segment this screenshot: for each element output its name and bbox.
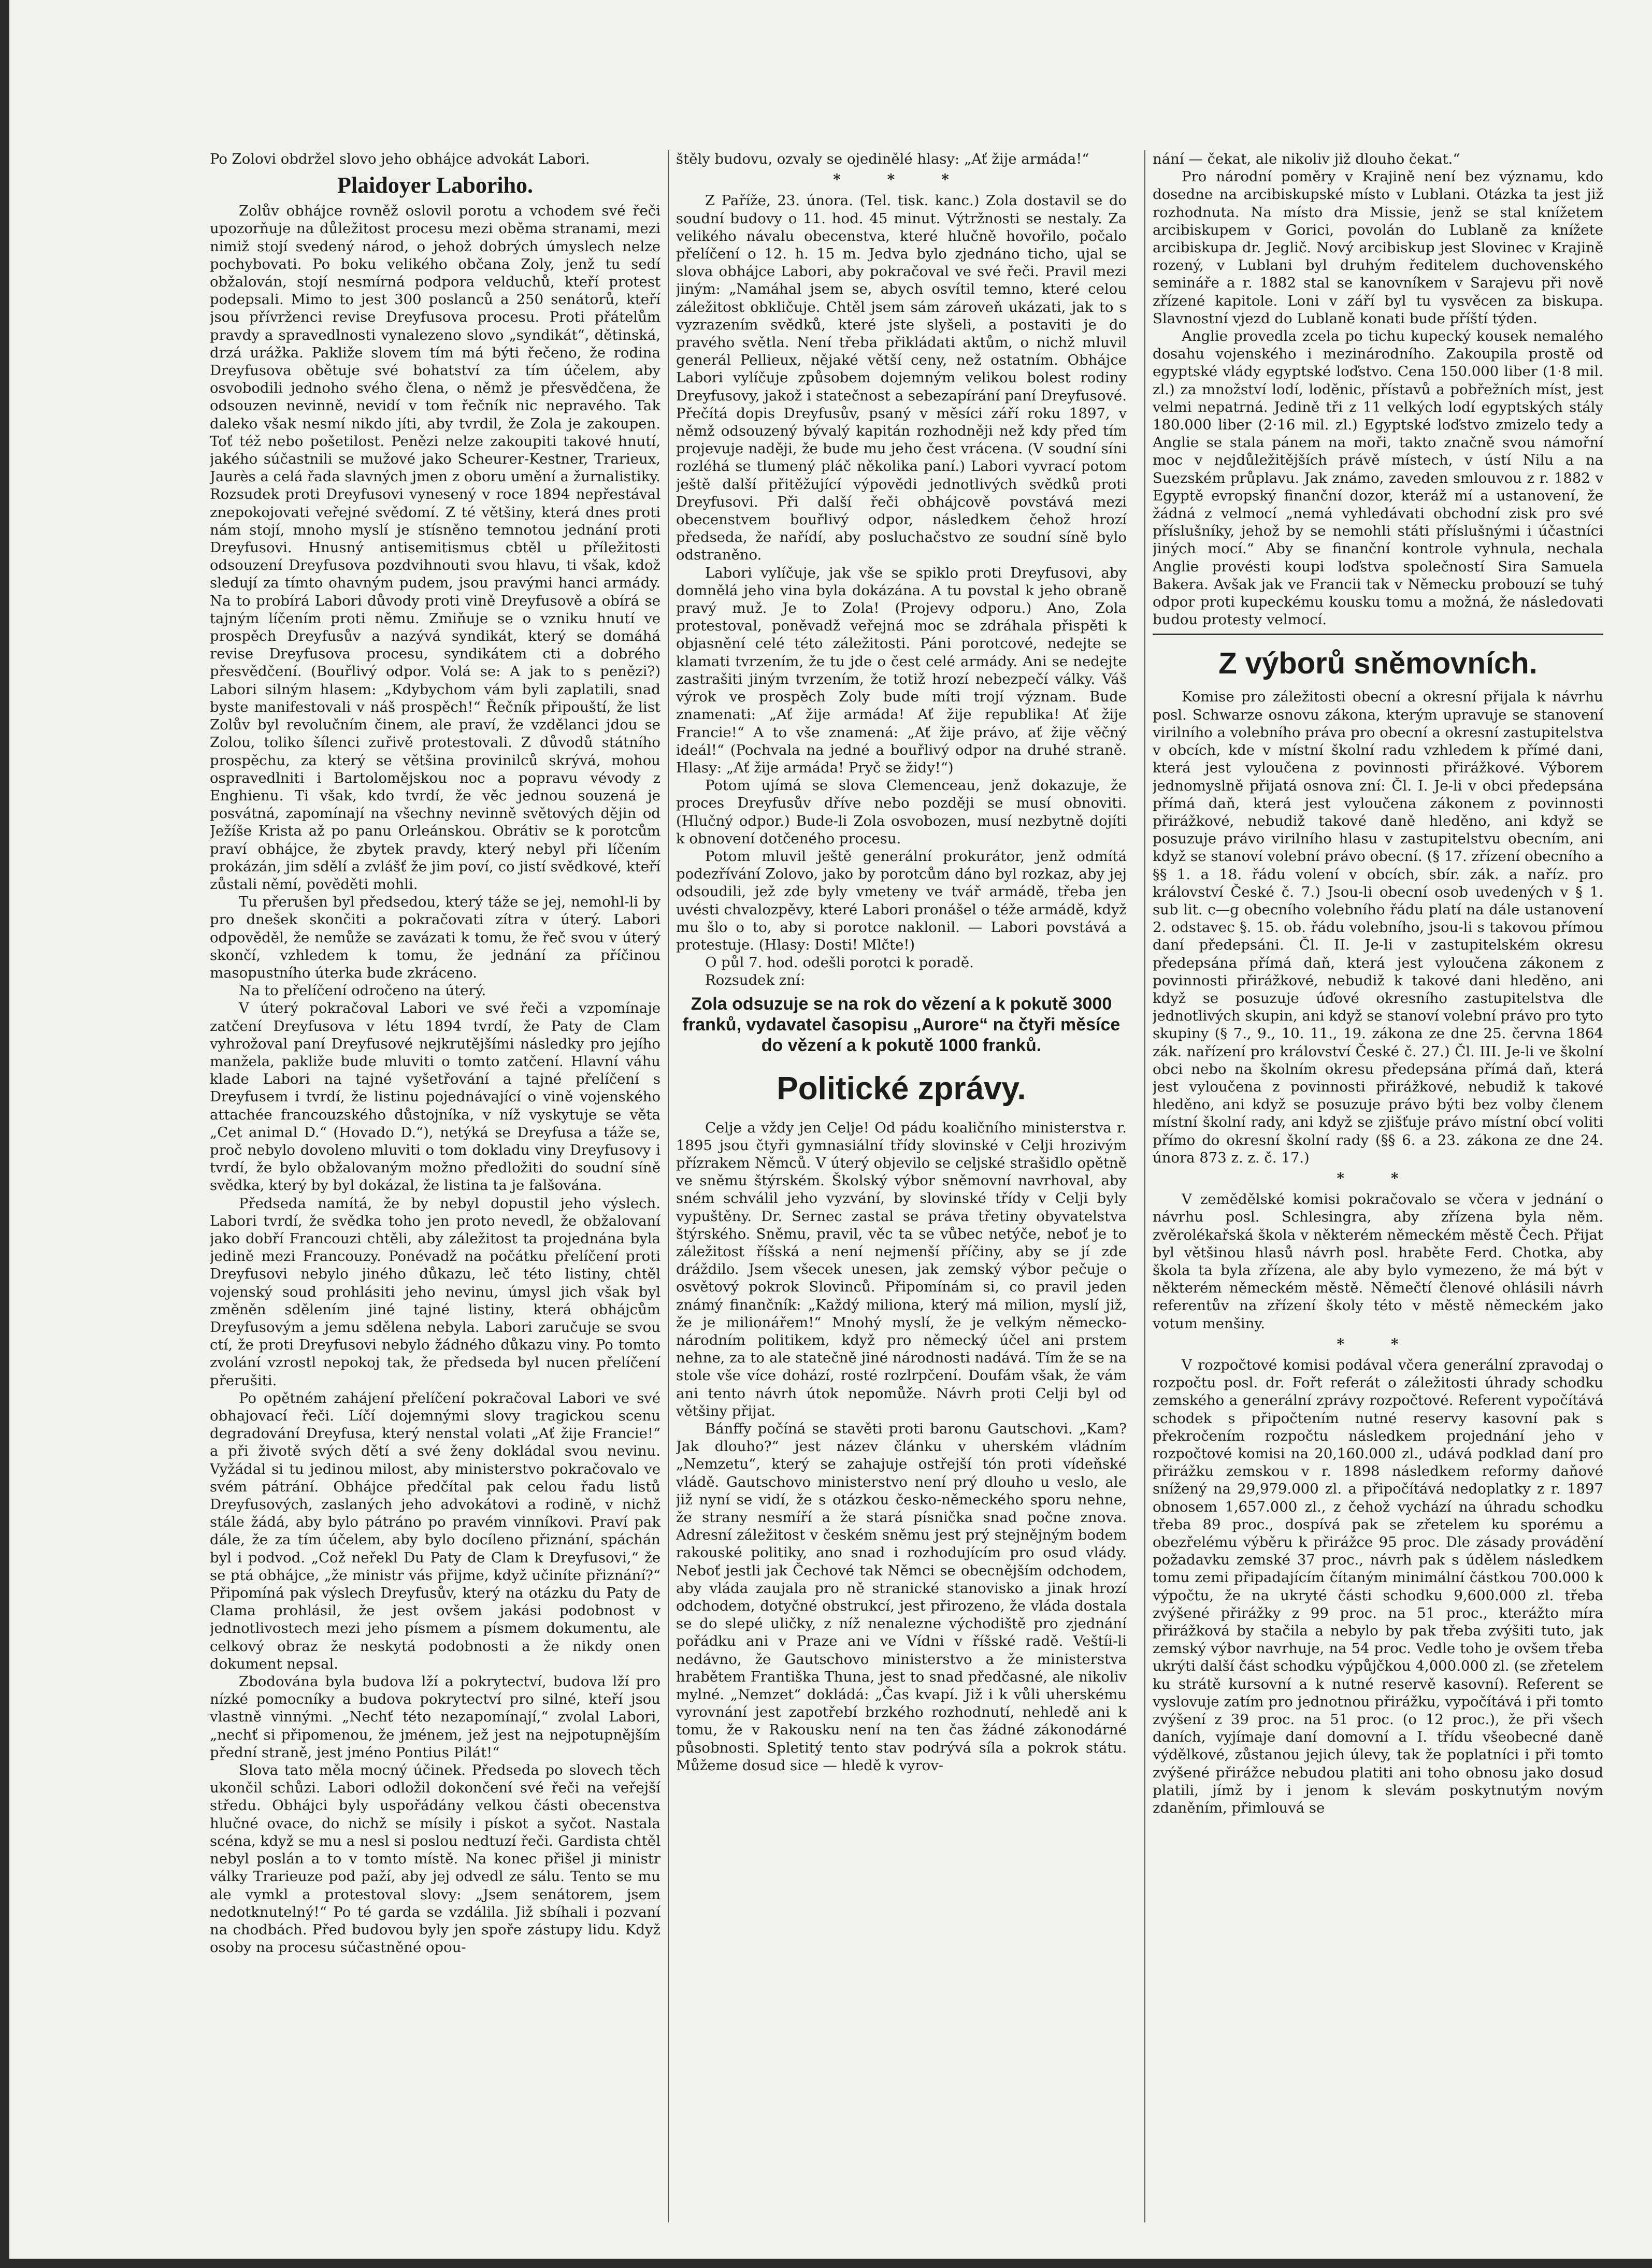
article-heading-plaidoyer: Plaidoyer Laboriho.: [337, 173, 534, 198]
paragraph: Z Paříže, 23. února. (Tel. tisk. kanc.) Zola dostavil se do soudní budovy o 11. hod. 45 minut. Výtržnosti se nestaly. Za velikého návalu obecenstva, které hlučně hovořilo, počalo přelíčení o 12. h. 15 m. Jedva bylo zjednáno ticho, ujal se slova obhájce Labori, aby pokračoval ve své řeči. Pravil mezi jiným: „Namáhal jsem se, abych osvítil temno, které celou záležitost obkličuje. Chtěl jsem sám zároveň ukázati, jak to s vyzrazením svědků, které jste slyšeli, a postaviti je do pravého světla. Není třeba přikládati aktům, o nichž mluvil generál Pellieux, nějaké větší ceny, než ostatním. Obhájce Labori vylíčuje způsobem dojemným velikou bolest rodiny Dreyfusovy, jakož i statečnost a sebezapírání paní Dreyfusové. Přečítá dopis Dreyfusův, psaný v měsíci září roku 1897, v němž odsouzený bývalý kapitán rozhodněji než kdy před tím projevuje naději, že bude mu jeho čest vrácena. (V soudní síni rozléhá se tlumený pláč několika paní.) Labori vyvrací potom ještě další přitěžující výpovědi jednotlivých svědků proti Dreyfusovi. Při další řeči obhájcově povstává mezi obecenstvem bouřlivý odpor, následkem čehož hrozí předseda, že nařídí, aby posluchačstvo ze soudní síně bylo odstraněno.: [676, 192, 1127, 564]
verdict-text: Zola odsuzuje se na rok do vězení a k pokutě 3000 franků, vydavatel časopisu „Aurore“ na čtyři měsíce do vězení a k pokutě 1000 franků.: [682, 994, 1121, 1055]
newspaper-page: [210, 150, 1603, 2228]
paragraph: Potom ujímá se slova Clemenceau, jenž dokazuje, že proces Dreyfusův dříve nebo později se musí obnoviti. (Hlučný odpor.) Bude-li Zola osvobozen, musí nezbytně dojíti k obnovení dotčeného procesu.: [676, 777, 1127, 847]
paragraph: Bánffy počíná se stavěti proti baronu Gautschovi. „Kam? Jak dlouho?“ jest název článku v uherském vládním „Nemzetu“, který se zahajuje ostřejší tón proti vídeňské vládě. Gautschovo ministerstvo není prý dlouho u veslo, ale již nyní se vidí, že s otázkou česko-německého sporu nehne, že strany nesmíří a že stará písnička snad počne znova. Adresní záležitost v českém sněmu jest prý stejnějným bodem rakouské politiky, ano snad i rozhodujícím pro osud vlády. Neboť jestli jak Čechové tak Němci se obecnějším odchodem, aby vláda zaujala pro ně stranické stanovisko a jinak hrozí odchodem, dotyčné obstrukcí, jest přirozeno, že vláda dostala se do slepé uličky, z níž nenalezne východiště pro zjednání pořádku ani v Praze ani ve Vídni v říšské radě. Veštíi-li nedávno, že Gautschovo ministerstvo a že ministerstva hrabětem Františka Thuna, jest to snad předčasné, ale nikoliv mylné. „Nemzet“ dokládá: „Čas kvapí. Již i k vůli uherskému vyrovnání jest zapotřebí brzkého rozhodnutí, nehledě ani k tomu, že v Rakousku není na ten čas žádné zákonodárné působnosti. Spletitý tento stav podrývá síla a pokrok státu. Můžeme dosud sice — hledě k vyrov-: [676, 1420, 1127, 1774]
column-rule-1: [668, 150, 669, 2222]
paragraph: V rozpočtové komisi podával včera generální zpravodaj o rozpočtu posl. dr. Fořt referát o záležitosti úhrady schodku zemského a generální zprávy rozpočtové. Referent vypočítává schodek s připočtením nutné reservy kasovní pak s překročením rozpočtu následkem projednání jeho v rozpočtové komisi na 20,160.000 zl., udává podklad daní pro přirážku zemskou v r. 1898 následkem reformy daňové snížený na 29,979.000 zl. a připočítává nedoplatky z r. 1897 obnosem 1,657.000 zl., z čehož vychází na úhradu schodku třeba 89 proc., dospívá pak se zřetelem ku sporému a obezřelému výběru k přirážce 95 proc. Dle zásady provádění požadavku zemské 37 proc., návrh pak s údělem následkem tomu zemi připadajícím čítaným minimální částkou 700.000 k výpočtu, že na ukryté části schodku 9,600.000 zl. třeba zvýšené přirážky z 99 proc. na 51 proc., kterážto míra přirážková by stačila a nebylo by pak třeba zvýšiti tuto, jak zemský výbor navrhuje, na 54 proc. Vedle toho je ovšem třeba ukrýti další část schodku výpůjčkou 4,000.000 zl. (se zřetelem ku strátě kursovní a k nutné reservě kasovní). Referent se vyslovuje zatím pro jednotnou přirážku, vypočítává i při tomto zvýšení z 39 proc. na 51 proc. (o 12 proc.), že při všech daních, vyjímaje daní domovní a I. třídu všeobecné daně výdělkové, zůstanou jejich úlevy, tak že poplatníci i při tomto zvýšené přirážce nebudou platiti ani toho obnosu jako dosud platili, jímž by i jenom k slevám poskytnutým novým zdaněním, přimlouvá se: [1153, 1357, 1603, 1817]
paragraph: Na to přelíčení odročeno na úterý.: [239, 982, 486, 999]
paragraph: Po opětném zahájení přelíčení pokračoval Labori ve své obhajovací řeči. Líčí dojemnými slovy tragickou scenu degradování Dreyfusa, který nenstal volati „Ať žije Francie!“ a při životě svých dětí a své ženy dokládal svou nevinu. Vyžádal si tu jedinou milost, aby ministerstvo pokračovalo ve svém pátrání. Obhájce předčítal pak celou řadu listů Dreyfusových, zaslaných jeho advokátovi a rodině, v nichž stále žádá, aby bylo pátráno po pravém vinníkovi. Praví pak dále, že za tím účelem, aby bylo docíleno přiznání, spáchán byl i podvod. „Což neřekl Du Paty de Clam k Dreyfusovi,“ že se ptá obhájce, „že ministr vás přijme, když učiníte přiznání?“ Připomíná pak výslech Dreyfusův, který na otázku du Paty de Clama prohlásil, že jest ovšem jakási podobnost v jednotlivostech mezi jeho písmem a písmem dokumentu, ale celkový obraz že neskytá podobnosti a že nikdy onen dokument nepsal.: [210, 1389, 660, 1672]
column-2: [676, 150, 1127, 2228]
paragraph: Zbodována byla budova lží a pokrytectví, budova lží pro nízké pomocníky a budova pokrytectví pro silné, kteří jsou vlastně vinnými. „Nechť této nezapomínají,“ zvolal Labori, „nechť si připomenou, že jménem, jež jest na nejpotupnějším přední straně, jest jméno Pontius Pilát!“: [210, 1673, 660, 1761]
section-heading-z-vyboru: Z výborů sněmovních.: [1218, 647, 1538, 681]
paragraph: Slova tato měla mocný účinek. Předseda po slovech těch ukončil schůzi. Labori odložil dokončení své řeči na veřejší středu. Obhájci byly uspořádány velkou části obecenstva hlučné ovace, do nichž se mísily i pískot a syčot. Nastala scéna, když se mu a nesl si poslou nedtuzí řeči. Gardista chtěl nebyl poslán a to v tomto místě. Na konec přišel ji ministr války Trarieuze pod paží, aby jej odvedl ze sálu. Tento se mu ale vymkl a protestoval slovy: „Jsem senátorem, jsem nedotknutelný!“ Po té garda se vzdálila. Již sbíhali i pozvaní na chodbách. Před budovou byly jen spoře zástupy lidu. Když osoby na procesu súčastněné opou-: [210, 1762, 660, 1956]
paragraph: Anglie provedla zcela po tichu kupecký kousek nemalého dosahu vojenského i mezinárodního. Zakoupila prostě od egyptské vlády egyptské loďstvo. Cena 150.000 liber (1·8 mil. zl.) za množství lodí, loděnic, přístavů a pobřežních míst, jest velmi nepatrná. Jedině tři z 11 velkých lodí egyptských stály 180.000 liber (2·16 mil. zl.) Egyptské loďstvo zmizelo tedy a Anglie se stala pánem na moři, takto značně svou námořní moc v nejdůležitějších právě místech, v ústí Nilu a na Suezském průplavu. Jak známo, zaveden smlouvou z r. 1882 v Egyptě evropský finanční dozor, kteráž mí a ustanovení, že žádná z velmocí „nemá vyhledávati obchodní zisk pro své příslušníky, jehož by se nemohli státi příslušnými i účastníci jiných mocí.“ Aby se finanční kontrole vyhnula, nechala Anglie provésti koupi loďstva společností Sira Samuela Bakera. Avšak jak ve Francii tak v Německu probouzí se tuhý odpor proti kupeckému kousku tomu a možná, že následovati budou protesty velmocí.: [1153, 328, 1603, 628]
paragraph: Rozsudek zní:: [705, 972, 806, 989]
section-heading-politicke-zpravy: Politické zprávy.: [777, 1070, 1026, 1107]
scan-bottom-edge: [0, 2259, 1652, 2268]
paragraph: Zolův obhájce rovněž oslovil porotu a vchodem své řeči upozorňuje na důležitost procesu mezi oběma stranami, mezi nimiž stojí svedený národ, o jehož dobrých úmyslech nelze pochybovati. Po boku velikého občana Zoly, jenž tu sedí obžalován, stojí nesmírná podpora velduchů, kteří protest podepsali. Mimo to jest 300 poslanců a 250 senátorů, kteří jsou přívrženci revise Dreyfusova procesu. Proti přátelům pravdy a spravedlnosti vynalezeno slovo „syndikát“, dětinská, drzá urážka. Pakliže slovem tím má býti řečeno, že rodina Dreyfusova obětuje své bohatství za tím účelem, aby osvobodili jednoho svého člena, o němž je přesvědčena, že odsouzen nevinně, nevidí v tom řečník nic nepravého. Tak daleko však nesmí nikdo jíti, aby tvrdil, že Zola je zakoupen. Toť též nebo pošetilost. Penězi nelze zakoupiti takové hnutí, jakého súčastnili se mužové jako Scheurer-Kestner, Trarieux, Jaurès a celá řada slavných jmen z oboru umění a žurnalistiky. Rozsudek proti Dreyfusovi vynesený v roce 1894 nepřestával znepokojovati veřejné svědomí. Z té většiny, která dnes proti nám stojí, mnoho myslí je stísněno temnotou jednání proti Dreyfusovi. Hnusný antisemitismus cbtěl u příležitosti odsouzení Dreyfusova pozdvihnouti svou hlavu, ti však, kdož sledují za tímto ohavným pudem, jsou pravými hanci armády. Na to probírá Labori důvody proti vině Dreyfusově a obírá se tajným líčením proti němu. Zmiňuje se o vzniku hnutí ve prospěch Dreyfusův a nazývá syndikát, který se domáhá revise Dreyfusova procesu, syndikátem cti a dobrého přesvědčení. (Bouřlivý odpor. Volá se: A jak to s penězi?) Labori silným hlasem: „Kdybychom vám byli zaplatili, snad byste manifestovali v náš prospěch!“ Řečník připouští, že list Zolův byl revolučním činem, ale praví, že vzdělanci jdou se Zolou, toliko šílenci zuřivě protestovali. Z důvodů státního prospěchu, za který se většina provinilců skrývá, mohou ospravedlniti i Bartolomějskou noc a popravu vévody z Enghienu. Ti však, kdo tvrdí, že věc jednou souzená je posvátná, zapomínají na všechny nevinně světových dějin od Ježíše Krista až po panu Orleánskou. Obrátiv se k porotcům praví obhájce, že zbytek pravdy, který nebyl při líčením prokázán, jim sdělí a zvlášť že jim poví, co jistí svědkové, kteří zůstali němí, pověděti mohli.: [210, 203, 660, 893]
intro-line: Po Zolovi obdržel slovo jeho obhájce advokát Labori.: [210, 151, 590, 167]
paragraph: Celje a vždy jen Celje! Od pádu koaličního ministerstva r. 1895 jsou čtyři gymnasiální třídy slovinské v Celji hrozivým přízrakem Němců. V úterý objevilo se celjské strašidlo opětně ve sněmu štýrském. Školský výbor sněmovní navrhoval, aby sném schválil jeho vyzvání, by slovinské třídy v Celji byly vypuštěny. Dr. Sernec zastal se práva třetiny obyvatelstva štýrského. Sněmu, pravil, věc ta se vůbec netýče, neboť je to záležitost říšská a není nejmenší příčiny, aby se jí zde dráždilo. Jsem všecek unesen, jak zemský výbor pečuje o osvětový pokrok Slovinců. Připomínám si, co pravil jeden známý finančník: „Každý miliona, který má milion, myslí již, že je milionářem!“ Mnohý myslí, že je velkým německo-národním politikem, když pro německý účel ani prstem nehne, za to ale statečně jiné národnosti nadává. Tím že se na stole vše více dohází, rosté rozlrpčení. Doufám však, že vám ani tento návrh útok nepomůže. Návrh proti Celji byl od většiny přijat.: [676, 1119, 1127, 1419]
paragraph: Potom mluvil ještě generální prokurátor, jenž odmítá podezřívání Zolovo, jako by porotcům dáno byl rozkaz, aby jej odsoudili, jež zde byly vmeteny ve tvář armádě, třeba jen uvésti chvalozpěvy, které Labori pronášel o téže armádě, když mu šlo o to, aby si porotce naklonil. — Labori povstává a protestuje. (Hlasy: Dosti! Mlčte!): [676, 848, 1127, 953]
scan-left-edge: [0, 0, 9, 2268]
paragraph: Labori vylíčuje, jak vše se spiklo proti Dreyfusovi, aby domnělá jeho vina byla dokázána. A tu povstal k jeho obraně pravý muž. Je to Zola! (Projevy odporu.) Ano, Zola protestoval, poněvadž veřejná moc se zdráhala přispěti k objasnění celé této záležitosti. Páni porotcové, nedejte se klamati tvrzením, že tu jde o čest celé armády. Ani se nedejte zastrašiti jiným tvrzením, že totiž hrozí nebezpečí války. Váš výrok ve prospěch Zoly bude míti trojí význam. Bude znamenati: „Ať žije armáda! Ať žije republika! Ať žije Francie!“ A to vše znamená: „Ať žije právo, ať žije věčný ideál!“ (Pochvala na jedné a bouřlivý odpor na druhé straně. Hlasy: „Ať žije armáda! Pryč se židy!“): [676, 564, 1127, 776]
paragraph: Komise pro záležitosti obecní a okresní přijala k návrhu posl. Schwarze osnovu zákona, kterým upravuje se stanovení virilního a volebního práva pro obecní a okresní zastupitelstva v obcích, kde v místní školní radu vzhledem k přímé dani, která jest vyloučena z povinnosti přirážkové. Výborem jednomyslně přijatá osnova zní: Čl. I. Je-li v obci předepsána přímá daň, která jest vyloučena zákonem z povinnosti přirážkové, nebudiž takové daně hleděno, ani když se posuzuje právo virilního hlasu v zastupitelstvu obecním, ani když se stanoví volební právo obecní. (§ 17. zřízení obecního a §§ 1. a 18. řádu volení v obcích, sbír. zák. a naříz. pro království České č. 7.) Jsou-li obecní osob uvedených v § 1. sub lit. c—g obecního volebního řádu platí na dále ustanovení 2. odstavec §. 15. ob. řádu volebního, jsou-li s takovou přímou daní předepsáni. Čl. II. Je-li v zastupitelském okresu předepsána přímá daň, která jest vyloučena zákonem z povinnosti přirážkové, nebudiž k takové dani hleděno, ani když se posuzuje úďové okresního zastupitelstva dle jednotlivých skupin, ani když se stanoví volební právo pro tyto skupiny (§ 7., 9., 10. 11., 19. zákona ze dne 25. června 1864 zák. nařízení pro království České č. 27.) Čl. III. Je-li ve školní obci nebo na školním okresu předepsána přímá daň, která jest vyloučena z povinnosti přirážkové, nebudiž k takové hleděno, ani když se posuzuje právo býti bez volby členem místní školní rady, ani když se zjišťuje právo místní obcí voliti přímo do okresní školní rady (§§ 6. a 23. zákona ze dne 24. února 873 z. z. č. 17.): [1153, 688, 1603, 1166]
paragraph: Tu přerušen byl předsedou, který táže se jej, nemohl-li by pro dnešek skončiti a pokračovati zítra v úterý. Labori odpověděl, že nemůže se zavázati k tomu, že řeč svou v úterý skončí, vzhledem k tomu, že jednání za příčinou masopustního úterka bude zkráceno.: [210, 894, 660, 981]
section-divider: [1153, 634, 1603, 635]
paragraph: O půl 7. hod. odešli porotci k poradě.: [705, 954, 974, 971]
column-rule-2: [1144, 150, 1145, 2222]
paragraph: Předseda namítá, že by nebyl dopustil jeho výslech. Labori tvrdí, že svědka toho jen proto nevedl, že obžalovaní jako dobří Francouzi chtěli, aby záležitost ta projednána byla jedině mezi Francouzy. Ponévadž na počátku přelíčení proti Dreyfusovi nebylo jiného důkazu, leč této listiny, chtěl vojenský soud prohlásiti jeho nevinu, úmysl jich však byl změněn sdělením jiné tajné listiny, která obhájcům Dreyfusovým a jemu sdělena nebyla. Labori zaručuje se svou ctí, že proti Dreyfusovi nebylo žádného důkazu viny. Po tomto zvolání vzrostl nepokoj tak, že předseda byl nucen přelíčení přerušiti.: [210, 1195, 660, 1389]
paragraph: Pro národní poměry v Krajině není bez významu, kdo dosedne na arcibiskupské místo v Lublani. Otázka ta jest již rozhodnuta. Na místo dra Missie, jenž se stal knížetem arcibiskupem v Gorici, povolán do Lublaně za knížete arcibiskupa dr. Jeglič. Nový arcibiskup jest Slovinec v Krajině rozený, v Lublani byl druhým ředitelem duchovenského semináře a r. 1882 stal se kanovníkem v Sarajevu při nově zřízené kapitole. Loni v září byl tu vysvěcen za biskupa. Slavnostní vjezd do Lublaně konati bude příští týden.: [1153, 168, 1603, 327]
paragraph: V úterý pokračoval Labori ve své řeči a vzpomínaje zatčení Dreyfusova v létu 1894 tvrdí, že Paty de Clam vyhrožoval paní Dreyfusové nejkrutějšími následky pro jejího manžela, pakliže bude mluviti o tomto zatčení. Hlavní váhu klade Labori na tajné vyšetřování a tajné přelíčení s Dreyfusem i tvrdí, že listinu pojednávající o vině vojenského attachée francouzského důstojníka, v níž vyskytuje se věta „Cet animal D.“ (Hovado D.“), netýká se Dreyfusa a táže se, proč nebylo dovoleno mluviti o tom dokladu viny Dreyfusovy i tvrdí, že bylo obžalovaným možno předložiti do soudní síně svědka, který by byl dokázal, že listina ta je falšována.: [210, 1000, 660, 1194]
paragraph: V zemědělské komisi pokračovalo se včera v jednání o návrhu posl. Schlesingra, aby zřízena byla něm. zvěrolékařská škola v některém německém městě Čech. Přijat byl většinou hlasů návrh posl. hraběte Ferd. Chotka, aby škola ta byla zřízena, ale aby bylo vymezeno, že má být v některém německém městě. Němečtí členové ohlásili návrh referentův na zřízení školy této v městě německém jako votum menšiny.: [1153, 1191, 1603, 1332]
column-1: [210, 150, 660, 2228]
separator-stars: * * *: [833, 171, 970, 189]
separator-stars: * *: [1337, 1335, 1419, 1353]
continued-line: nání — čekat, ale nikoliv již dlouho čekat.“: [1153, 151, 1460, 167]
continued-line: štěly budovu, ozvaly se ojedinělé hlasy: „Ať žije armáda!“: [676, 151, 1089, 167]
column-3: [1153, 150, 1603, 2228]
separator-stars: * *: [1337, 1169, 1419, 1187]
